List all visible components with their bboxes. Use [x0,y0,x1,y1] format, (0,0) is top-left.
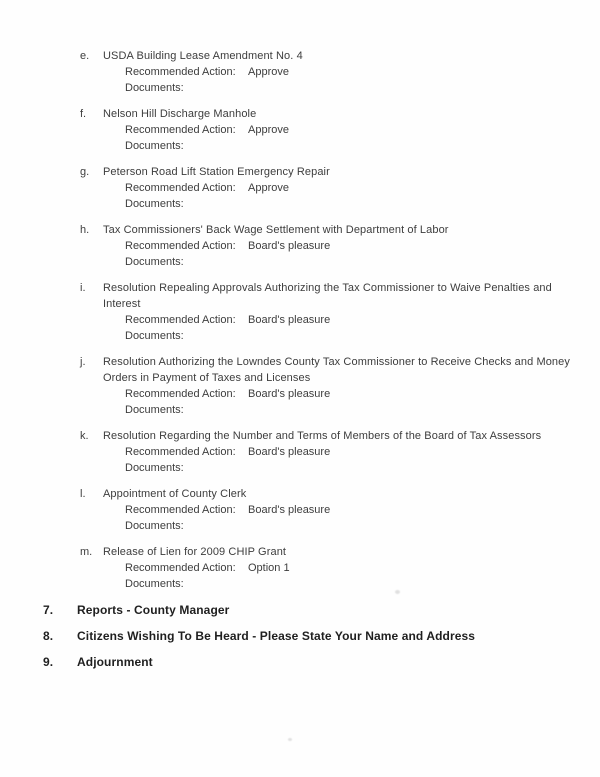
numbered-item [0,628,600,645]
recommended-action-label: Recommended Action: [125,314,236,326]
recommended-action-label: Recommended Action: [125,388,236,400]
recommended-action-value: Option 1 [248,562,290,574]
recommended-action-value: Approve [248,124,289,136]
recommended-action-label: Recommended Action: [125,240,236,252]
item-letter: j. [80,356,86,368]
item-title: USDA Building Lease Amendment No. 4 [103,50,303,62]
agenda-item [0,48,600,96]
scan-artifact-speck [395,590,400,594]
agenda-item [0,164,600,212]
scan-artifact-speck [288,738,292,741]
documents-label: Documents: [125,256,184,268]
item-title: Resolution Repealing Approvals Authorizing the Tax Commissioner to Waive Penalties and Interest [103,282,552,310]
documents-label: Documents: [125,462,184,474]
item-title: Resolution Regarding the Number and Terms of Members of the Board of Tax Assessors [103,430,542,442]
documents-label: Documents: [125,198,184,210]
recommended-action-value: Board's pleasure [248,388,331,400]
item-number: 8. [43,629,54,643]
recommended-action-label: Recommended Action: [125,66,236,78]
agenda-item [0,428,600,476]
item-letter: m. [80,546,93,558]
agenda-item [0,106,600,154]
item-title: Nelson Hill Discharge Manhole [103,108,257,120]
recommended-action-value: Board's pleasure [248,240,331,252]
recommended-action-label: Recommended Action: [125,182,236,194]
item-letter: i. [80,282,86,294]
item-letter: e. [80,50,90,62]
documents-label: Documents: [125,578,184,590]
item-letter: k. [80,430,89,442]
documents-label: Documents: [125,404,184,416]
recommended-action-label: Recommended Action: [125,446,236,458]
agenda-item [0,544,600,592]
numbered-item [0,602,600,619]
documents-label: Documents: [125,82,184,94]
item-label: Reports - County Manager [77,603,230,617]
documents-label: Documents: [125,520,184,532]
numbered-item [0,654,600,671]
item-label: Adjournment [77,655,153,669]
documents-label: Documents: [125,140,184,152]
item-letter: h. [80,224,90,236]
documents-label: Documents: [125,330,184,342]
recommended-action-value: Approve [248,66,289,78]
agenda-item [0,486,600,534]
item-letter: f. [80,108,87,120]
recommended-action-label: Recommended Action: [125,562,236,574]
agenda-item [0,222,600,270]
agenda-item [0,354,600,418]
agenda-content [0,48,600,680]
recommended-action-value: Approve [248,182,289,194]
item-label: Citizens Wishing To Be Heard - Please State Your Name and Address [77,629,476,643]
item-number: 7. [43,603,54,617]
item-title: Resolution Authorizing the Lowndes County Tax Commissioner to Receive Checks and Money Orders in Payment of Taxes and Licenses [103,356,570,384]
recommended-action-value: Board's pleasure [248,446,331,458]
item-title: Release of Lien for 2009 CHIP Grant [103,546,287,558]
item-title: Appointment of County Clerk [103,488,247,500]
item-title: Tax Commissioners' Back Wage Settlement with Department of Labor [103,224,449,236]
numbered-agenda-section [0,602,600,671]
item-number: 9. [43,655,54,669]
recommended-action-value: Board's pleasure [248,314,331,326]
recommended-action-label: Recommended Action: [125,504,236,516]
item-title: Peterson Road Lift Station Emergency Repair [103,166,330,178]
agenda-item [0,280,600,344]
item-letter: l. [80,488,86,500]
recommended-action-label: Recommended Action: [125,124,236,136]
recommended-action-value: Board's pleasure [248,504,331,516]
item-letter: g. [80,166,90,178]
